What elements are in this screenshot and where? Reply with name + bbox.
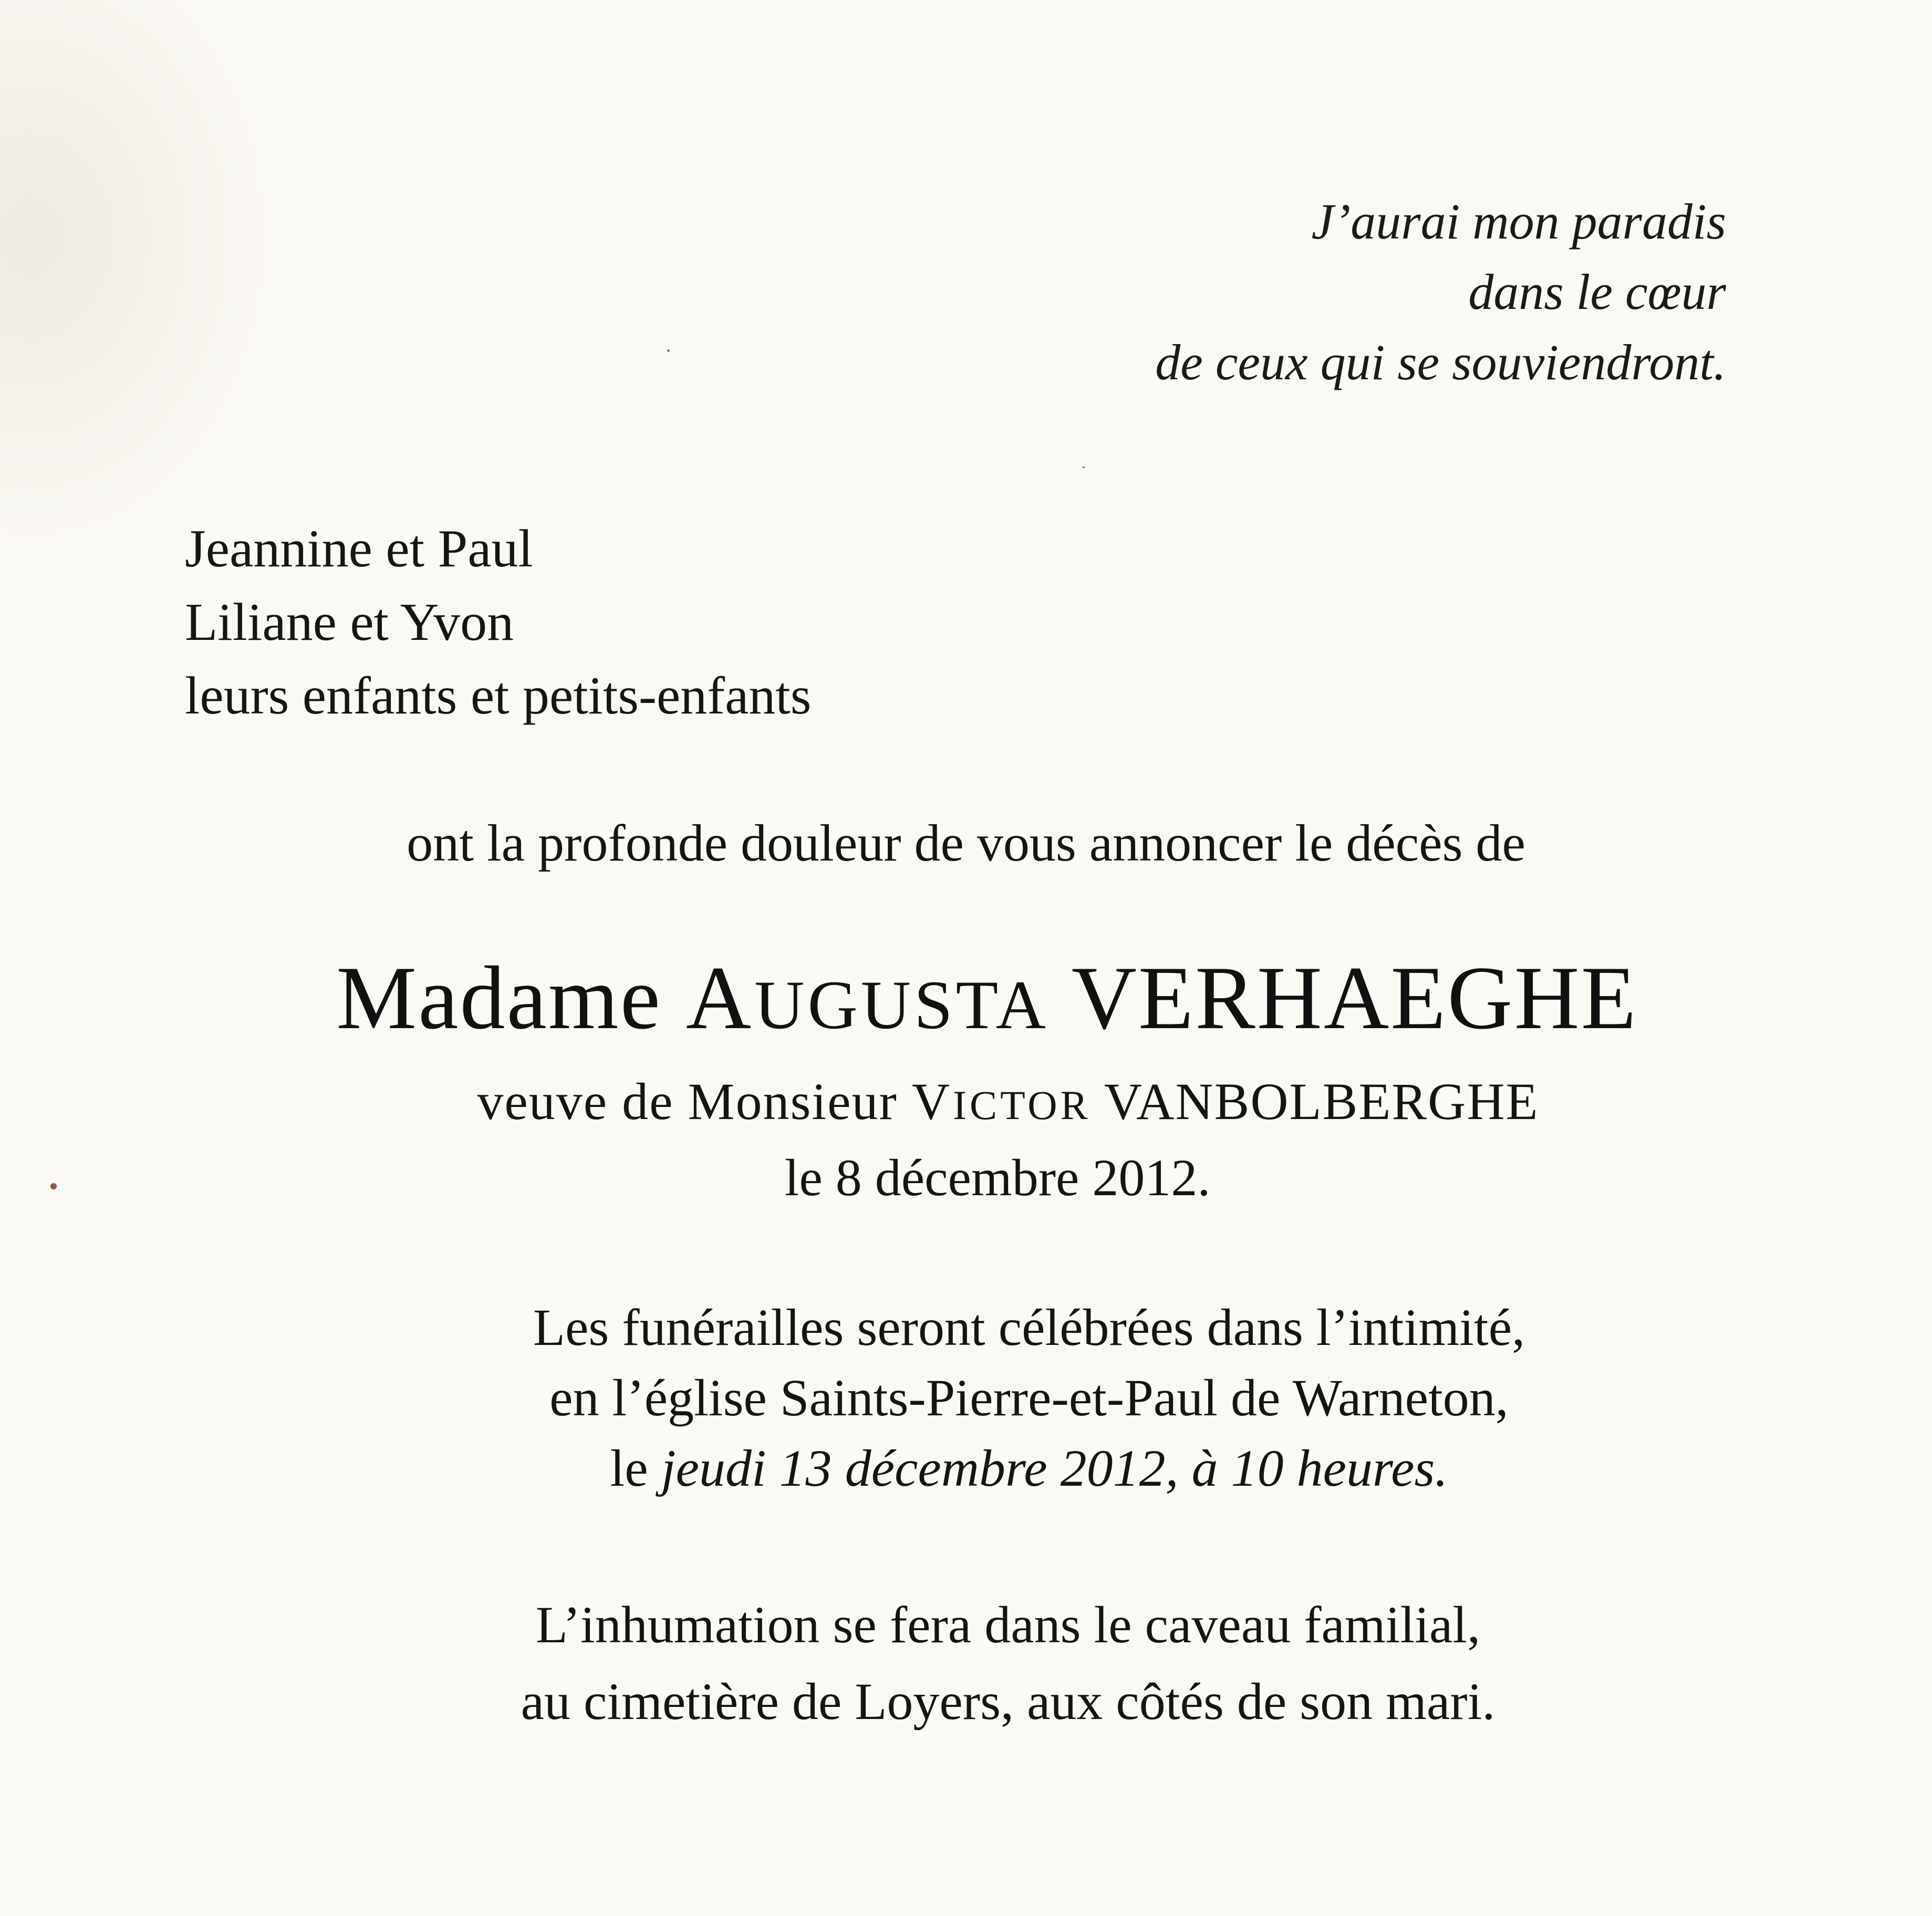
deceased-first-name [686, 948, 1049, 1048]
funeral-line-2: en l’église Saints-Pierre-et-Paul de Warneton, [549, 1369, 1509, 1427]
funeral-line-3 [63, 1433, 1932, 1504]
burial-line-1: L’inhumation se fera dans le caveau familial, [535, 1596, 1481, 1654]
epigraph-quote [1155, 187, 1726, 398]
widow-first-initial: V [911, 1072, 953, 1131]
burial-line-2: au cimetière de Loyers, aux côtés de son mari. [521, 1672, 1495, 1731]
funeral-details [63, 1292, 1932, 1504]
family-line-1: Jeannine et Paul [185, 519, 533, 578]
burial-details [42, 1587, 1932, 1740]
death-date: le 8 décembre 2012. [784, 1148, 1211, 1207]
deceased-surname: VERHAEGHE [1071, 948, 1638, 1048]
paper-speck [667, 349, 670, 352]
epigraph-line-1: J’aurai mon paradis [1311, 193, 1726, 250]
deceased-name [21, 946, 1932, 1058]
deceased-title: Madame [336, 948, 662, 1048]
widow-of-line [42, 1069, 1932, 1138]
announcement-text: ont la profonde douleur de vous annoncer le décès de [407, 814, 1525, 872]
funeral-datetime: jeudi 13 décembre 2012, à 10 heures. [661, 1439, 1448, 1497]
epigraph-line-2: dans le cœur [1468, 264, 1726, 320]
funeral-line-3-prefix: le [610, 1439, 648, 1497]
family-line-3: leurs enfants et petits-enfants [185, 666, 812, 726]
deceased-first-rest: UGUSTA [754, 966, 1049, 1043]
widow-first-rest: ICTOR [953, 1082, 1091, 1128]
family-line-2: Liliane et Yvon [185, 593, 514, 652]
widow-first-name [912, 1072, 1091, 1131]
epigraph-line-3: de ceux qui se souviendront. [1155, 334, 1726, 390]
paper-speck [1082, 467, 1085, 468]
funeral-line-1: Les funérailles seront célébrées dans l’intimité, [533, 1298, 1525, 1356]
family-members [185, 512, 811, 733]
widow-prefix: veuve de Monsieur [477, 1072, 898, 1131]
widow-surname: VANBOLBERGHE [1104, 1072, 1539, 1131]
deceased-first-initial: A [685, 948, 755, 1048]
paper-speck [50, 1183, 57, 1189]
